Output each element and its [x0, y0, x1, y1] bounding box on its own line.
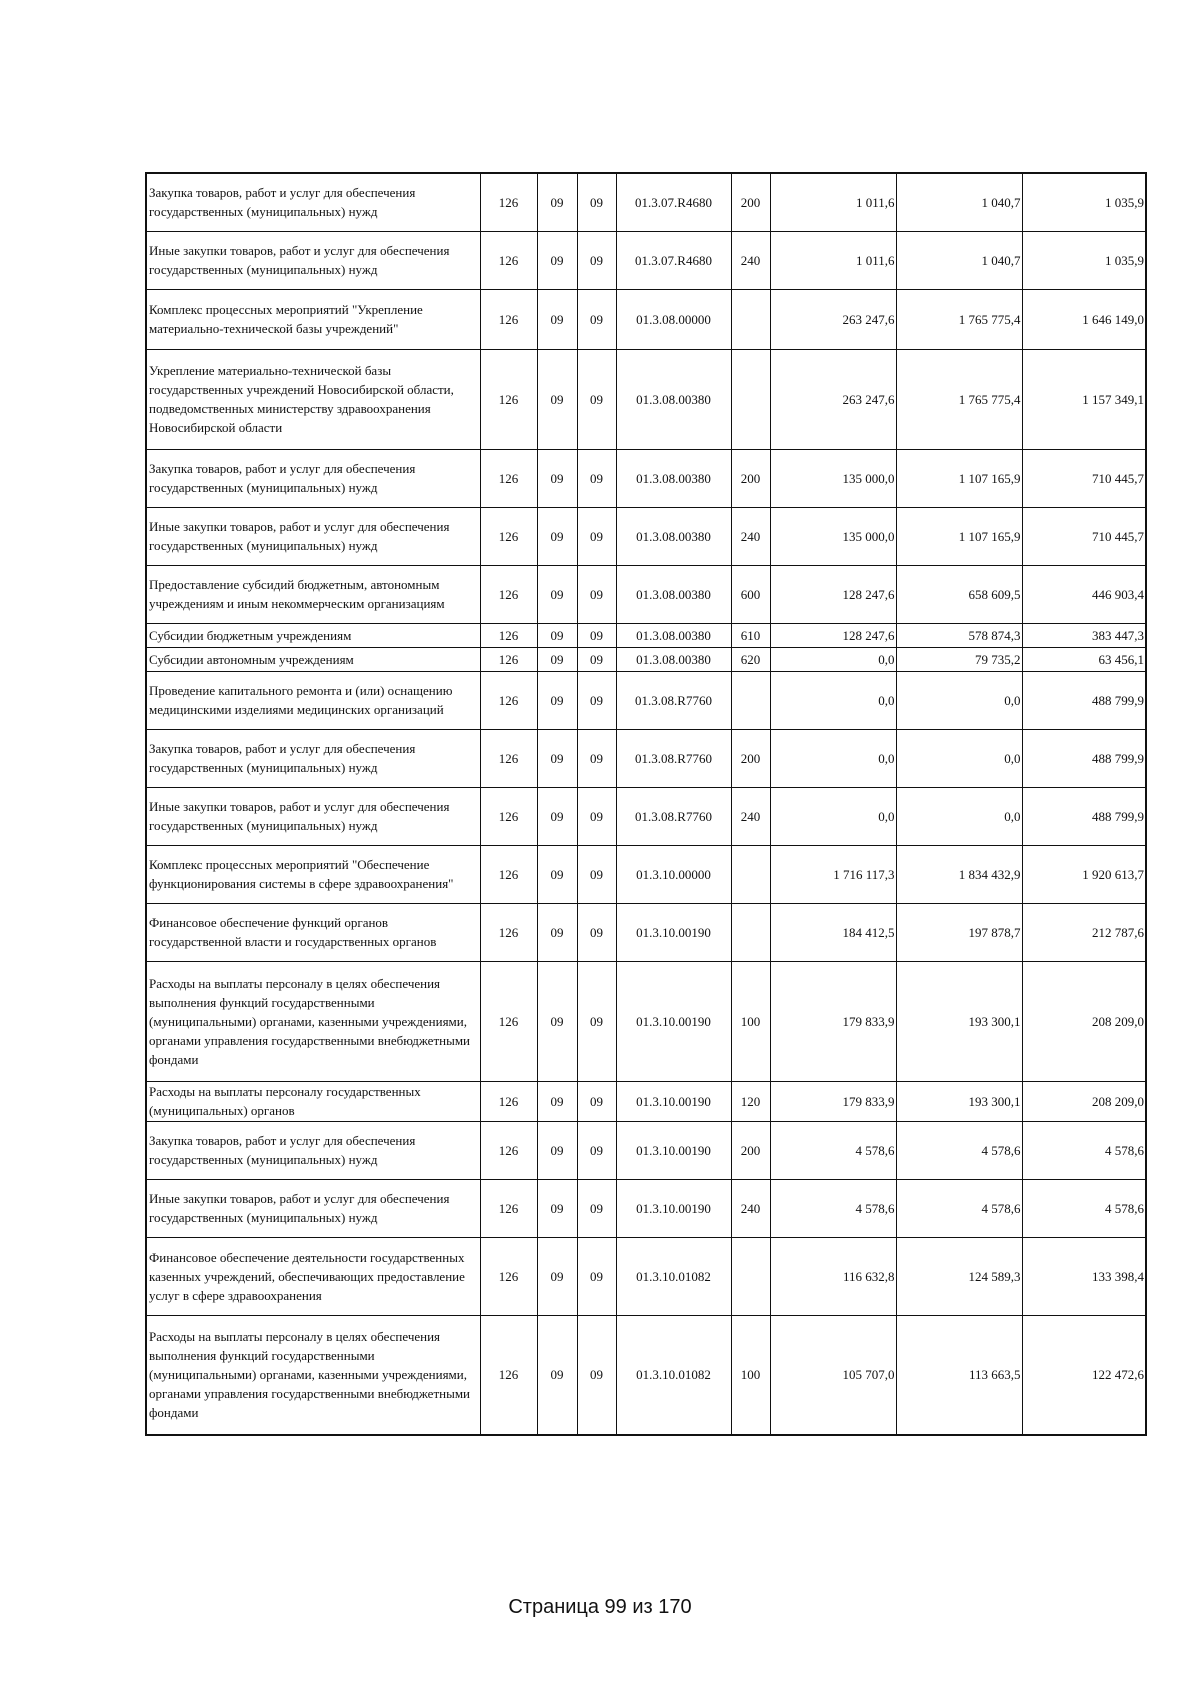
table-row: [146, 349, 1146, 449]
row-name: Финансовое обеспечение деятельности государственных казенных учреждений, обеспечивающих предоставление услуг в сфере здравоохранения: [146, 1237, 480, 1315]
cell-csr: 01.3.10.00190: [616, 961, 731, 1081]
cell-vr: 100: [731, 1315, 770, 1435]
cell-value-2: 1 765 775,4: [896, 289, 1022, 349]
cell-csr: 01.3.08.00380: [616, 507, 731, 565]
cell-rz: 09: [537, 903, 577, 961]
row-name: Комплекс процессных мероприятий "Укрепление материально-технической базы учреждений": [146, 289, 480, 349]
cell-value-3: 1 035,9: [1022, 231, 1146, 289]
cell-rz: 09: [537, 1315, 577, 1435]
cell-value-3: 212 787,6: [1022, 903, 1146, 961]
cell-rz: 09: [537, 449, 577, 507]
cell-csr: 01.3.10.01082: [616, 1237, 731, 1315]
cell-pr: 09: [577, 349, 616, 449]
cell-rz: 09: [537, 787, 577, 845]
cell-rz: 09: [537, 729, 577, 787]
cell-value-3: 4 578,6: [1022, 1179, 1146, 1237]
cell-csr: 01.3.08.R7760: [616, 671, 731, 729]
cell-vr: [731, 903, 770, 961]
cell-value-2: 1 040,7: [896, 173, 1022, 231]
cell-value-3: 208 209,0: [1022, 961, 1146, 1081]
cell-value-3: 63 456,1: [1022, 647, 1146, 671]
budget-table: [145, 172, 1147, 1436]
cell-value-3: 4 578,6: [1022, 1121, 1146, 1179]
cell-csr: 01.3.08.00380: [616, 623, 731, 647]
table-row: [146, 845, 1146, 903]
cell-rz: 09: [537, 623, 577, 647]
cell-value-2: 0,0: [896, 787, 1022, 845]
row-name: Субсидии бюджетным учреждениям: [146, 623, 480, 647]
cell-pr: 09: [577, 845, 616, 903]
table-row: [146, 565, 1146, 623]
cell-csr: 01.3.07.R4680: [616, 231, 731, 289]
cell-value-3: 1 035,9: [1022, 173, 1146, 231]
cell-rz: 09: [537, 349, 577, 449]
cell-value-2: 4 578,6: [896, 1179, 1022, 1237]
cell-value-2: 0,0: [896, 671, 1022, 729]
row-name: Расходы на выплаты персоналу в целях обеспечения выполнения функций государственными (муниципальными) органами, казенными учреждениями, органами управления государственными внебюджетными фондами: [146, 961, 480, 1081]
cell-gr: 126: [480, 787, 537, 845]
cell-gr: 126: [480, 647, 537, 671]
row-name: Расходы на выплаты персоналу в целях обеспечения выполнения функций государственными (муниципальными) органами, казенными учреждениями, органами управления государственными внебюджетными фондами: [146, 1315, 480, 1435]
cell-value-3: 488 799,9: [1022, 787, 1146, 845]
cell-value-3: 710 445,7: [1022, 449, 1146, 507]
cell-csr: 01.3.08.R7760: [616, 787, 731, 845]
cell-rz: 09: [537, 845, 577, 903]
cell-vr: 200: [731, 1121, 770, 1179]
cell-csr: 01.3.10.00190: [616, 1179, 731, 1237]
cell-value-2: 124 589,3: [896, 1237, 1022, 1315]
cell-value-2: 197 878,7: [896, 903, 1022, 961]
cell-pr: 09: [577, 647, 616, 671]
cell-value-1: 0,0: [770, 647, 896, 671]
row-name: Закупка товаров, работ и услуг для обеспечения государственных (муниципальных) нужд: [146, 173, 480, 231]
cell-rz: 09: [537, 173, 577, 231]
cell-value-2: 1 107 165,9: [896, 507, 1022, 565]
cell-value-1: 179 833,9: [770, 1081, 896, 1121]
cell-value-1: 116 632,8: [770, 1237, 896, 1315]
table-row: [146, 671, 1146, 729]
page-number: Страница 99 из 170: [508, 1596, 692, 1618]
cell-value-2: 113 663,5: [896, 1315, 1022, 1435]
cell-vr: 240: [731, 1179, 770, 1237]
cell-value-2: 4 578,6: [896, 1121, 1022, 1179]
cell-rz: 09: [537, 1237, 577, 1315]
cell-value-1: 1 011,6: [770, 173, 896, 231]
cell-csr: 01.3.10.00190: [616, 1081, 731, 1121]
cell-rz: 09: [537, 507, 577, 565]
cell-pr: 09: [577, 961, 616, 1081]
cell-csr: 01.3.08.R7760: [616, 729, 731, 787]
table-row: [146, 1237, 1146, 1315]
cell-value-1: 1 716 117,3: [770, 845, 896, 903]
row-name: Иные закупки товаров, работ и услуг для обеспечения государственных (муниципальных) нужд: [146, 787, 480, 845]
cell-value-1: 0,0: [770, 729, 896, 787]
cell-value-1: 179 833,9: [770, 961, 896, 1081]
cell-gr: 126: [480, 349, 537, 449]
row-name: Проведение капитального ремонта и (или) оснащению медицинскими изделиями медицинских организаций: [146, 671, 480, 729]
cell-value-3: 208 209,0: [1022, 1081, 1146, 1121]
cell-gr: 126: [480, 289, 537, 349]
cell-rz: 09: [537, 1081, 577, 1121]
cell-vr: 620: [731, 647, 770, 671]
cell-value-2: 79 735,2: [896, 647, 1022, 671]
cell-value-1: 0,0: [770, 671, 896, 729]
cell-csr: 01.3.10.00190: [616, 1121, 731, 1179]
cell-vr: 240: [731, 507, 770, 565]
cell-gr: 126: [480, 1081, 537, 1121]
cell-gr: 126: [480, 231, 537, 289]
cell-pr: 09: [577, 173, 616, 231]
cell-pr: 09: [577, 903, 616, 961]
table-row: [146, 1315, 1146, 1435]
table-row: [146, 623, 1146, 647]
cell-csr: 01.3.10.01082: [616, 1315, 731, 1435]
cell-rz: 09: [537, 1179, 577, 1237]
cell-gr: 126: [480, 729, 537, 787]
cell-value-1: 0,0: [770, 787, 896, 845]
table-row: [146, 729, 1146, 787]
cell-vr: 200: [731, 449, 770, 507]
cell-rz: 09: [537, 289, 577, 349]
cell-csr: 01.3.08.00380: [616, 647, 731, 671]
cell-csr: 01.3.10.00190: [616, 903, 731, 961]
cell-rz: 09: [537, 961, 577, 1081]
cell-value-1: 263 247,6: [770, 349, 896, 449]
cell-vr: 120: [731, 1081, 770, 1121]
row-name: Закупка товаров, работ и услуг для обеспечения государственных (муниципальных) нужд: [146, 729, 480, 787]
cell-value-2: 578 874,3: [896, 623, 1022, 647]
cell-rz: 09: [537, 231, 577, 289]
row-name: Комплекс процессных мероприятий "Обеспечение функционирования системы в сфере здравоохранения": [146, 845, 480, 903]
row-name: Закупка товаров, работ и услуг для обеспечения государственных (муниципальных) нужд: [146, 449, 480, 507]
cell-pr: 09: [577, 1081, 616, 1121]
cell-pr: 09: [577, 507, 616, 565]
cell-value-3: 446 903,4: [1022, 565, 1146, 623]
table-row: [146, 507, 1146, 565]
cell-value-1: 4 578,6: [770, 1179, 896, 1237]
cell-gr: 126: [480, 903, 537, 961]
cell-value-2: 1 765 775,4: [896, 349, 1022, 449]
cell-pr: 09: [577, 565, 616, 623]
cell-csr: 01.3.08.00000: [616, 289, 731, 349]
table-row: [146, 961, 1146, 1081]
cell-gr: 126: [480, 623, 537, 647]
row-name: Закупка товаров, работ и услуг для обеспечения государственных (муниципальных) нужд: [146, 1121, 480, 1179]
table-row: [146, 231, 1146, 289]
cell-gr: 126: [480, 1179, 537, 1237]
table-row: [146, 1179, 1146, 1237]
cell-csr: 01.3.08.00380: [616, 449, 731, 507]
cell-pr: 09: [577, 231, 616, 289]
cell-pr: 09: [577, 1179, 616, 1237]
cell-value-3: 133 398,4: [1022, 1237, 1146, 1315]
cell-value-2: 1 107 165,9: [896, 449, 1022, 507]
cell-rz: 09: [537, 647, 577, 671]
cell-vr: 600: [731, 565, 770, 623]
cell-pr: 09: [577, 1315, 616, 1435]
cell-value-2: 0,0: [896, 729, 1022, 787]
cell-pr: 09: [577, 1121, 616, 1179]
row-name: Иные закупки товаров, работ и услуг для обеспечения государственных (муниципальных) нужд: [146, 1179, 480, 1237]
cell-rz: 09: [537, 1121, 577, 1179]
cell-value-3: 488 799,9: [1022, 671, 1146, 729]
cell-value-1: 4 578,6: [770, 1121, 896, 1179]
cell-gr: 126: [480, 565, 537, 623]
row-name: Укрепление материально-технической базы государственных учреждений Новосибирской области, подведомственных министерству здравоохранения Новосибирской области: [146, 349, 480, 449]
cell-vr: [731, 845, 770, 903]
row-name: Иные закупки товаров, работ и услуг для обеспечения государственных (муниципальных) нужд: [146, 507, 480, 565]
cell-value-3: 1 157 349,1: [1022, 349, 1146, 449]
cell-value-1: 135 000,0: [770, 449, 896, 507]
row-name: Финансовое обеспечение функций органов государственной власти и государственных органов: [146, 903, 480, 961]
cell-value-3: 122 472,6: [1022, 1315, 1146, 1435]
table-row: [146, 647, 1146, 671]
cell-gr: 126: [480, 1315, 537, 1435]
cell-value-1: 263 247,6: [770, 289, 896, 349]
cell-value-2: 1 040,7: [896, 231, 1022, 289]
cell-gr: 126: [480, 507, 537, 565]
cell-value-1: 1 011,6: [770, 231, 896, 289]
cell-gr: 126: [480, 961, 537, 1081]
table-row: [146, 787, 1146, 845]
cell-vr: [731, 1237, 770, 1315]
cell-value-2: 193 300,1: [896, 1081, 1022, 1121]
row-name: Предоставление субсидий бюджетным, автономным учреждениям и иным некоммерческим организациям: [146, 565, 480, 623]
table-row: [146, 289, 1146, 349]
table-row: [146, 449, 1146, 507]
row-name: Иные закупки товаров, работ и услуг для обеспечения государственных (муниципальных) нужд: [146, 231, 480, 289]
cell-vr: 610: [731, 623, 770, 647]
cell-vr: [731, 349, 770, 449]
cell-vr: [731, 671, 770, 729]
cell-pr: 09: [577, 623, 616, 647]
cell-value-2: 193 300,1: [896, 961, 1022, 1081]
cell-rz: 09: [537, 671, 577, 729]
cell-value-1: 105 707,0: [770, 1315, 896, 1435]
cell-gr: 126: [480, 671, 537, 729]
cell-csr: 01.3.10.00000: [616, 845, 731, 903]
cell-value-3: 710 445,7: [1022, 507, 1146, 565]
cell-vr: 200: [731, 729, 770, 787]
cell-gr: 126: [480, 1237, 537, 1315]
cell-value-3: 1 646 149,0: [1022, 289, 1146, 349]
cell-csr: 01.3.07.R4680: [616, 173, 731, 231]
cell-csr: 01.3.08.00380: [616, 349, 731, 449]
cell-gr: 126: [480, 1121, 537, 1179]
cell-vr: 100: [731, 961, 770, 1081]
cell-pr: 09: [577, 787, 616, 845]
cell-pr: 09: [577, 1237, 616, 1315]
table-row: [146, 173, 1146, 231]
cell-csr: 01.3.08.00380: [616, 565, 731, 623]
cell-pr: 09: [577, 449, 616, 507]
cell-value-1: 128 247,6: [770, 623, 896, 647]
table-row: [146, 903, 1146, 961]
cell-gr: 126: [480, 449, 537, 507]
cell-value-2: 1 834 432,9: [896, 845, 1022, 903]
row-name: Расходы на выплаты персоналу государственных (муниципальных) органов: [146, 1081, 480, 1121]
cell-value-3: 383 447,3: [1022, 623, 1146, 647]
table-row: [146, 1081, 1146, 1121]
cell-gr: 126: [480, 845, 537, 903]
row-name: Субсидии автономным учреждениям: [146, 647, 480, 671]
cell-value-1: 135 000,0: [770, 507, 896, 565]
cell-gr: 126: [480, 173, 537, 231]
cell-value-1: 184 412,5: [770, 903, 896, 961]
cell-value-2: 658 609,5: [896, 565, 1022, 623]
cell-vr: 240: [731, 231, 770, 289]
cell-vr: [731, 289, 770, 349]
cell-value-3: 488 799,9: [1022, 729, 1146, 787]
cell-pr: 09: [577, 289, 616, 349]
cell-pr: 09: [577, 729, 616, 787]
cell-vr: 200: [731, 173, 770, 231]
cell-vr: 240: [731, 787, 770, 845]
cell-value-3: 1 920 613,7: [1022, 845, 1146, 903]
table-row: [146, 1121, 1146, 1179]
cell-pr: 09: [577, 671, 616, 729]
cell-rz: 09: [537, 565, 577, 623]
table-body: [146, 173, 1146, 1435]
cell-value-1: 128 247,6: [770, 565, 896, 623]
